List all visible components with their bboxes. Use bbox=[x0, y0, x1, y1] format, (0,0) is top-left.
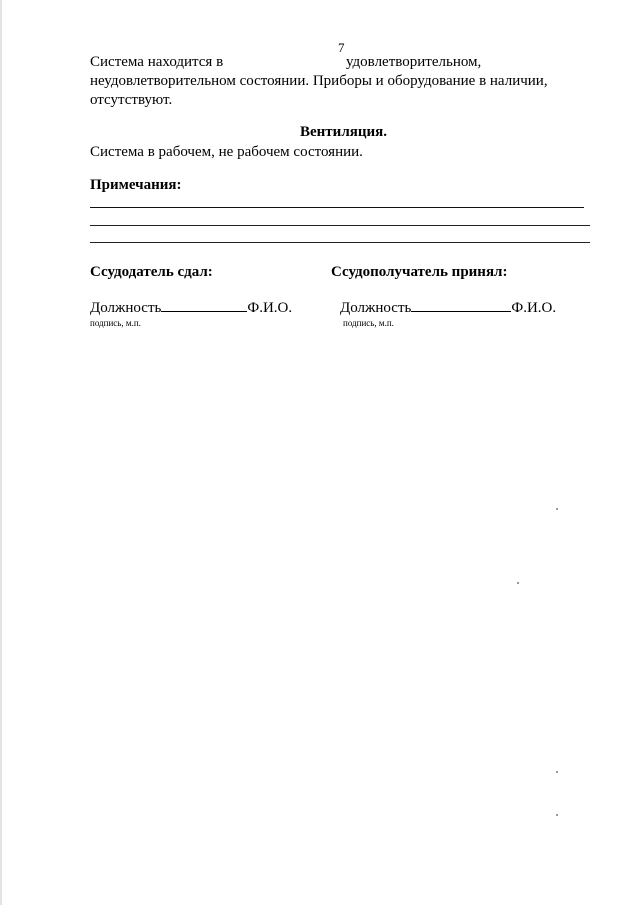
lender-heading: Ссудодатель сдал: bbox=[90, 264, 213, 280]
notes-line-1 bbox=[90, 207, 584, 208]
borrower-signature-caption: подпись, м.п. bbox=[343, 318, 394, 328]
page-edge bbox=[0, 0, 2, 905]
scan-speck bbox=[556, 771, 558, 773]
scan-speck bbox=[556, 814, 558, 816]
lender-name-label: Ф.И.О. bbox=[247, 300, 293, 316]
borrower-position-label: Должность bbox=[340, 300, 412, 316]
borrower-name-label: Ф.И.О. bbox=[511, 300, 557, 316]
lender-signature-caption: подпись, м.п. bbox=[90, 318, 141, 328]
system-status-line1-left: Система находится в bbox=[90, 54, 224, 70]
notes-line-2 bbox=[90, 225, 590, 226]
system-status-line2: неудовлетворительном состоянии. Приборы и оборудование в наличии, bbox=[90, 73, 548, 89]
lender-signature-row bbox=[90, 297, 292, 318]
borrower-signature-row bbox=[340, 297, 556, 318]
system-status-line3: отсутствуют. bbox=[90, 92, 173, 108]
borrower-heading: Ссудополучатель принял: bbox=[331, 264, 508, 280]
ventilation-heading: Вентиляция. bbox=[300, 124, 387, 140]
borrower-signature-line bbox=[411, 297, 511, 312]
scan-speck bbox=[517, 582, 519, 584]
scan-speck bbox=[556, 508, 558, 510]
lender-signature-line bbox=[161, 297, 247, 312]
system-status-line1-right: удовлетворительном, bbox=[346, 54, 482, 70]
notes-line-3 bbox=[90, 242, 590, 243]
notes-heading: Примечания: bbox=[90, 177, 182, 193]
ventilation-text: Система в рабочем, не рабочем состоянии. bbox=[90, 144, 363, 160]
lender-position-label: Должность bbox=[90, 300, 162, 316]
page-number: 7 bbox=[338, 40, 345, 55]
